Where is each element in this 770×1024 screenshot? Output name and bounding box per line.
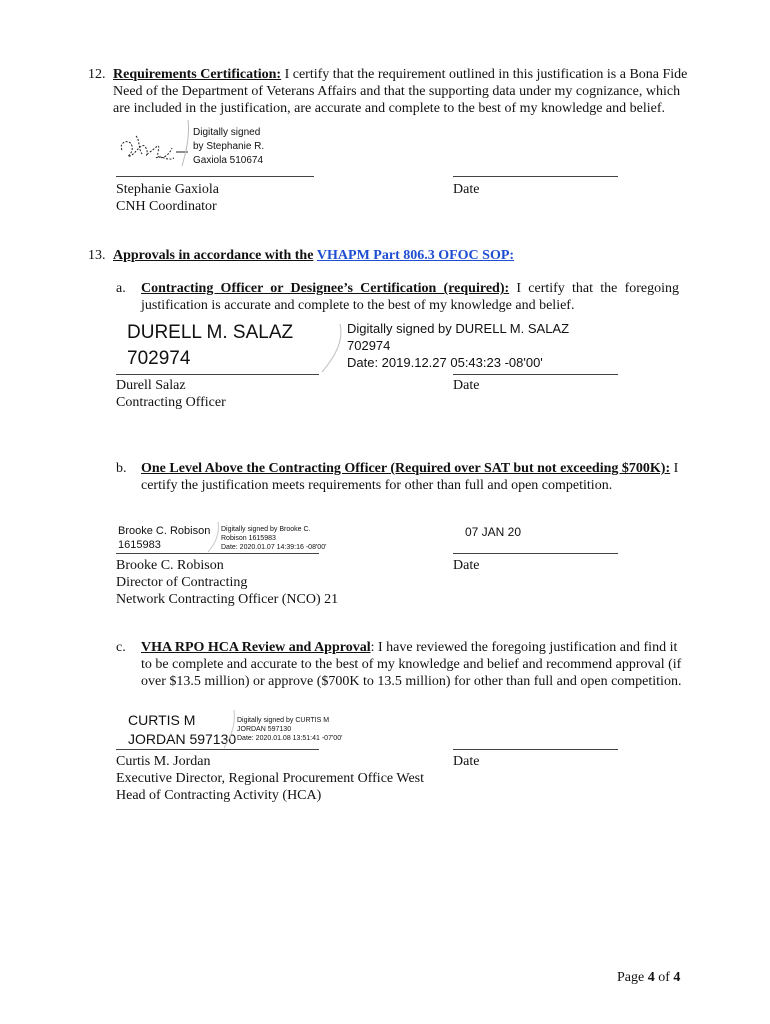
- section-12-number: 12.: [88, 67, 106, 82]
- page-number: Page 4 of 4: [617, 970, 681, 985]
- sig-stamp-b: Digitally signed by Brooke C. Robison 1615983 Date: 2020.01.07 14:39:16 -08'00': [221, 526, 327, 551]
- signature-line-a: [116, 374, 319, 375]
- signer-name-12: Stephanie Gaxiola: [116, 182, 220, 197]
- sub-b-text-1: I: [673, 461, 679, 476]
- sub-a-text-1: I certify that the foregoing: [516, 281, 680, 296]
- sub-c-text-2: to be complete and accurate to the best of my knowledge and belief and recommend approval (if: [141, 657, 682, 672]
- sub-c-letter: c.: [116, 640, 126, 655]
- date-label-c: Date: [453, 754, 480, 769]
- signer-name-b: Brooke C. Robison: [116, 558, 224, 573]
- signer-name-c: Curtis M. Jordan: [116, 754, 211, 769]
- date-value-b: 07 JAN 20: [465, 525, 522, 539]
- signer-title-c: Executive Director, Regional Procurement Office West: [116, 771, 425, 786]
- section-12-text-1: I certify that the requirement outlined in this justification is a Bona Fide: [284, 67, 688, 82]
- date-line-b: [453, 553, 618, 554]
- sig-stamp-a: Digitally signed by DURELL M. SALAZ 702974 Date: 2019.12.27 05:43:23 -08'00': [347, 321, 570, 370]
- signature-line-12: [116, 176, 314, 177]
- sub-c-text-3: over $13.5 million) or approve ($700K to 13.5 million) for other than full and open competition.: [141, 674, 682, 689]
- signature-flourish-icon: [180, 118, 192, 168]
- sig-name-a: DURELL M. SALAZ 702974: [127, 322, 294, 369]
- signer-org-c: Head of Contracting Activity (HCA): [116, 788, 322, 803]
- sub-c-heading: VHA RPO HCA Review and Approval: [141, 640, 371, 655]
- section-13-heading-line: [113, 247, 514, 264]
- date-line-c: [453, 749, 618, 750]
- date-label-12: Date: [453, 182, 480, 197]
- sub-b-text-2: certify the justification meets requirements for other than full and open competition.: [141, 478, 613, 493]
- section-12-text-2: Need of the Department of Veterans Affairs and that the supporting data under my cognizance, which: [113, 84, 681, 99]
- section-13-heading: Approvals in accordance with the: [113, 248, 314, 263]
- sig-name-c: CURTIS M JORDAN 597130: [128, 712, 237, 747]
- signature-line-b: [116, 553, 319, 554]
- date-line-a: [453, 374, 618, 375]
- signature-line-c: [116, 749, 319, 750]
- signer-name-a: Durell Salaz: [116, 378, 186, 393]
- section-12-heading: Requirements Certification:: [113, 67, 282, 82]
- signature-flourish-icon: [206, 520, 222, 554]
- sub-b-heading: One Level Above the Contracting Officer (Required over SAT but not exceeding $700K):: [141, 461, 671, 476]
- sub-b-letter: b.: [116, 461, 127, 476]
- sub-a-letter: a.: [116, 281, 126, 296]
- sub-a-heading: Contracting Officer or Designee’s Certification (required):: [141, 281, 510, 296]
- signature-flourish-icon: [222, 708, 238, 750]
- date-line-12: [453, 176, 618, 177]
- signer-title-12: CNH Coordinator: [116, 199, 217, 214]
- sig-stamp-12: Digitally signed by Stephanie R. Gaxiola 510674: [193, 127, 265, 166]
- sub-a-line-1: [141, 280, 679, 297]
- sub-c-text-1: : I have reviewed the foregoing justification and find it: [370, 640, 678, 655]
- sig-name-b: Brooke C. Robison 1615983: [118, 525, 211, 551]
- sub-c-line-1: [141, 639, 677, 656]
- vhapm-sop-link[interactable]: VHAPM Part 806.3 OFOC SOP:: [316, 248, 515, 263]
- sub-b-line-1: [141, 460, 678, 477]
- section-13-number: 13.: [88, 248, 106, 263]
- section-12-text-3: are included in the justification, are accurate and complete to the best of my knowledge and belief.: [113, 101, 666, 116]
- date-label-b: Date: [453, 558, 480, 573]
- signer-title-b: Director of Contracting: [116, 575, 248, 590]
- signer-org-b: Network Contracting Officer (NCO) 21: [116, 592, 339, 607]
- sub-a-text-2: justification is accurate and complete to the best of my knowledge and belief.: [141, 298, 575, 313]
- signature-flourish-icon: [318, 322, 348, 374]
- section-12-line-1: [113, 66, 688, 83]
- sig-stamp-c: Digitally signed by CURTIS M JORDAN 597130 Date: 2020.01.08 13:51:41 -07'00': [237, 717, 343, 742]
- signer-title-a: Contracting Officer: [116, 395, 226, 410]
- date-label-a: Date: [453, 378, 480, 393]
